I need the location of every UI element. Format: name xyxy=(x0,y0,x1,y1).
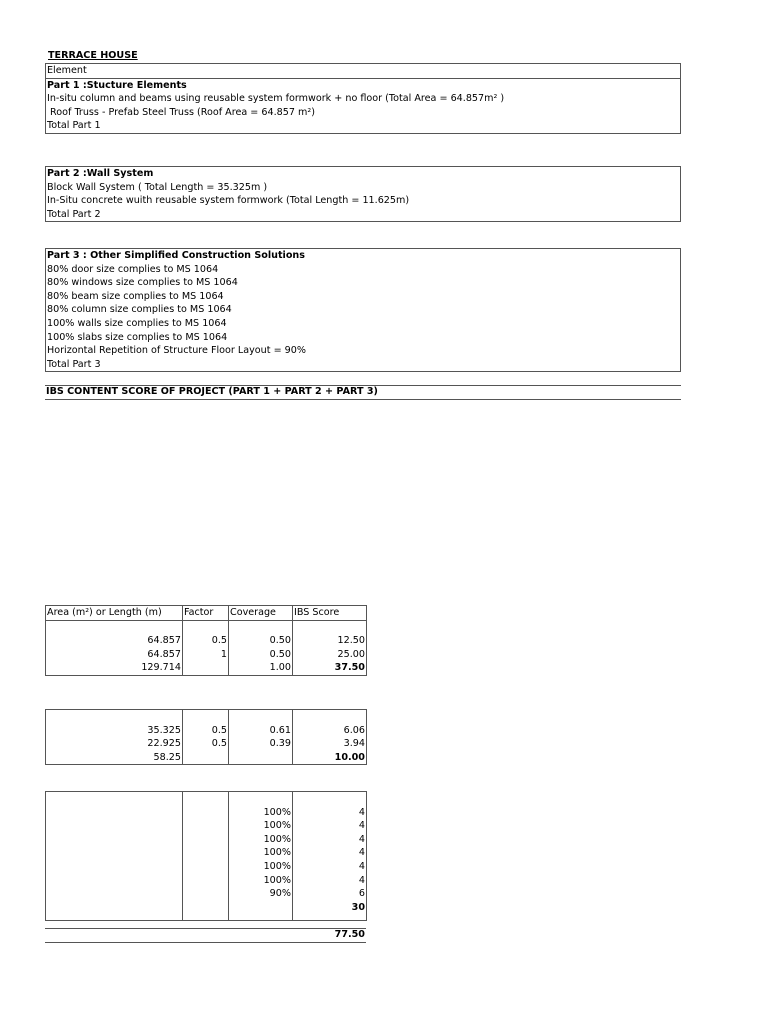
part2-total-label: Total Part 2 xyxy=(46,208,681,222)
score-table-part2 xyxy=(45,709,367,765)
part3-row: Horizontal Repetition of Structure Floor Layout = 90% xyxy=(46,344,681,358)
part2-row: In-Situ concrete wuith reusable system formwork (Total Length = 11.625m) xyxy=(46,194,681,208)
table-row xyxy=(46,833,367,847)
score-total: 10.00 xyxy=(293,751,367,765)
table-row xyxy=(46,724,367,738)
coverage-cell: 0.61 xyxy=(229,724,293,738)
factor-cell: 0.5 xyxy=(183,724,229,738)
part3-row: 80% door size complies to MS 1064 xyxy=(46,263,681,277)
table-row xyxy=(46,860,367,874)
part3-row: 80% beam size complies to MS 1064 xyxy=(46,290,681,304)
coverage-cell: 100% xyxy=(229,860,293,874)
score-total: 37.50 xyxy=(293,661,367,675)
table-total-row xyxy=(46,661,367,675)
score-cell: 4 xyxy=(293,819,367,833)
area-cell xyxy=(46,819,183,833)
factor-cell xyxy=(183,874,229,888)
table-row xyxy=(46,874,367,888)
score-cell: 4 xyxy=(293,860,367,874)
area-cell xyxy=(46,806,183,820)
factor-total xyxy=(183,661,229,675)
area-cell: 64.857 xyxy=(46,634,183,648)
coverage-cell: 100% xyxy=(229,806,293,820)
header-area: Area (m²) or Length (m) xyxy=(46,606,183,621)
part3-row: 100% slabs size complies to MS 1064 xyxy=(46,331,681,345)
table-row xyxy=(46,806,367,820)
score-cell: 4 xyxy=(293,874,367,888)
table-total-row xyxy=(46,751,367,765)
coverage-cell: 100% xyxy=(229,874,293,888)
part1-heading: Part 1 :Stucture Elements xyxy=(46,78,681,92)
factor-cell xyxy=(183,833,229,847)
part2-heading: Part 2 :Wall System xyxy=(46,167,681,181)
coverage-cell: 0.50 xyxy=(229,648,293,662)
part1-total-label: Total Part 1 xyxy=(46,119,681,133)
area-cell: 22.925 xyxy=(46,737,183,751)
score-cell: 6 xyxy=(293,887,367,901)
coverage-cell: 0.50 xyxy=(229,634,293,648)
coverage-cell: 100% xyxy=(229,846,293,860)
score-total: 30 xyxy=(293,901,367,915)
area-cell xyxy=(46,833,183,847)
area-total xyxy=(46,901,183,915)
part1-row: In-situ column and beams using reusable system formwork + no floor (Total Area = 64.857m² ) xyxy=(46,92,681,106)
coverage-cell: 0.39 xyxy=(229,737,293,751)
score-cell: 6.06 xyxy=(293,724,367,738)
area-cell: 64.857 xyxy=(46,648,183,662)
coverage-cell: 100% xyxy=(229,833,293,847)
ibs-bottom-rule xyxy=(45,399,681,400)
coverage-total xyxy=(229,751,293,765)
area-cell xyxy=(46,846,183,860)
factor-cell: 0.5 xyxy=(183,634,229,648)
area-cell xyxy=(46,887,183,901)
area-cell: 35.325 xyxy=(46,724,183,738)
coverage-cell: 100% xyxy=(229,819,293,833)
factor-cell xyxy=(183,806,229,820)
part1-row: Roof Truss - Prefab Steel Truss (Roof Area = 64.857 m²) xyxy=(46,106,681,120)
score-cell: 3.94 xyxy=(293,737,367,751)
table-row xyxy=(46,634,367,648)
part2-row: Block Wall System ( Total Length = 35.325m ) xyxy=(46,181,681,195)
part3-row: 80% windows size complies to MS 1064 xyxy=(46,276,681,290)
part3-row: 100% walls size complies to MS 1064 xyxy=(46,317,681,331)
table-total-row xyxy=(46,901,367,915)
score-cell: 25.00 xyxy=(293,648,367,662)
header-ibs-score: IBS Score xyxy=(293,606,367,621)
score-table-part3 xyxy=(45,791,367,921)
part3-row: 80% column size complies to MS 1064 xyxy=(46,303,681,317)
coverage-cell: 90% xyxy=(229,887,293,901)
factor-total xyxy=(183,751,229,765)
factor-cell xyxy=(183,887,229,901)
coverage-total: 1.00 xyxy=(229,661,293,675)
part1-description-table xyxy=(45,63,681,134)
page-title: TERRACE HOUSE xyxy=(48,50,138,61)
factor-cell xyxy=(183,860,229,874)
score-cell: 4 xyxy=(293,833,367,847)
factor-cell xyxy=(183,846,229,860)
factor-cell: 1 xyxy=(183,648,229,662)
grand-total-score: 77.50 xyxy=(334,929,365,940)
area-total: 58.25 xyxy=(46,751,183,765)
grand-total-bottom-rule xyxy=(45,942,366,943)
area-cell xyxy=(46,860,183,874)
score-cell: 12.50 xyxy=(293,634,367,648)
table-row xyxy=(46,737,367,751)
element-header: Element xyxy=(46,64,681,79)
part3-total-label: Total Part 3 xyxy=(46,358,681,372)
coverage-total xyxy=(229,901,293,915)
factor-total xyxy=(183,901,229,915)
part3-heading: Part 3 : Other Simplified Construction Solutions xyxy=(46,249,681,263)
header-coverage: Coverage xyxy=(229,606,293,621)
factor-cell xyxy=(183,819,229,833)
score-cell: 4 xyxy=(293,846,367,860)
score-cell: 4 xyxy=(293,806,367,820)
table-row xyxy=(46,846,367,860)
area-total: 129.714 xyxy=(46,661,183,675)
table-row xyxy=(46,648,367,662)
score-table-part1 xyxy=(45,605,367,676)
table-row xyxy=(46,819,367,833)
ibs-score-label: IBS CONTENT SCORE OF PROJECT (PART 1 + PART 2 + PART 3) xyxy=(46,386,378,397)
factor-cell: 0.5 xyxy=(183,737,229,751)
part2-description-table xyxy=(45,166,681,222)
table-row xyxy=(46,887,367,901)
header-factor: Factor xyxy=(183,606,229,621)
part3-description-table xyxy=(45,248,681,372)
area-cell xyxy=(46,874,183,888)
